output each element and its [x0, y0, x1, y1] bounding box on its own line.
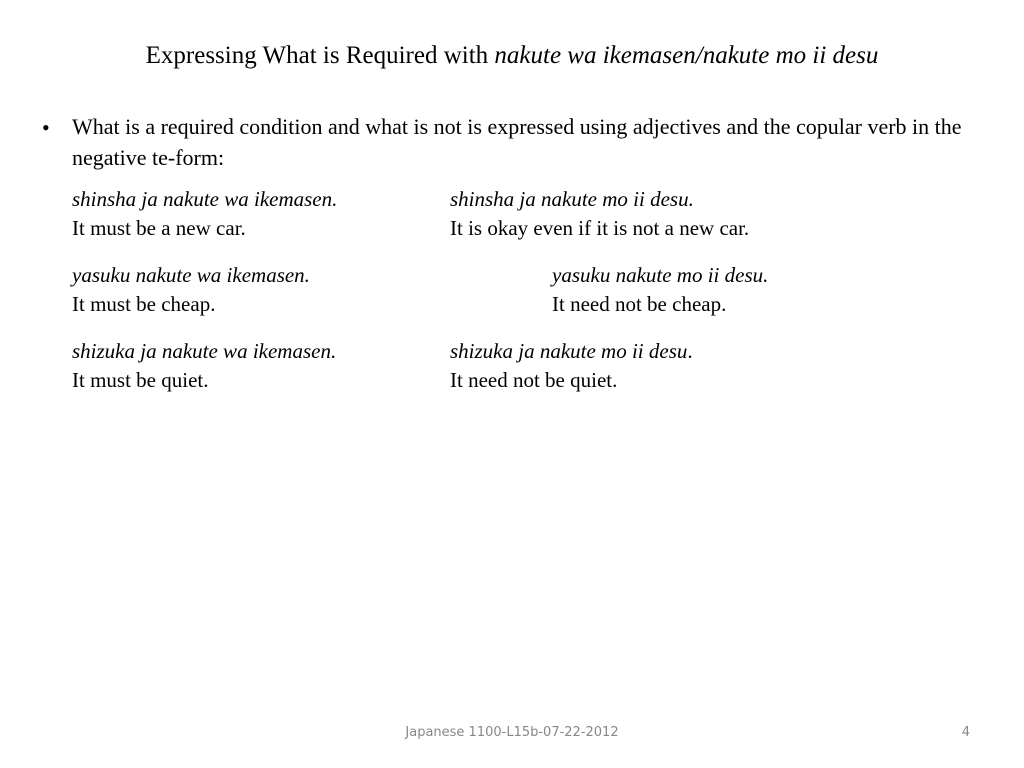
example-1-right [450, 185, 749, 243]
example-en: It must be cheap. [72, 292, 216, 316]
bullet-marker: • [42, 115, 50, 140]
example-jp-line [450, 337, 693, 366]
example-en: It must be quiet. [72, 368, 209, 392]
example-3-left [72, 337, 336, 395]
example-en: It need not be quiet. [450, 368, 618, 392]
slide-title [0, 40, 1024, 72]
example-jp: yasuku nakute wa ikemasen. [72, 263, 310, 287]
example-1-left [72, 185, 337, 243]
footer-text: Japanese 1100-L15b-07-22-2012 [405, 725, 619, 740]
example-jp: shinsha ja nakute wa ikemasen. [72, 187, 338, 211]
page-number: 4 [961, 725, 970, 740]
example-en: It must be a new car. [72, 216, 246, 240]
example-jp: shizuka ja nakute wa ikemasen. [72, 339, 337, 363]
example-3-right [450, 337, 693, 395]
example-en: It is okay even if it is not a new car. [450, 216, 750, 240]
example-2-right [552, 261, 768, 319]
example-en: It need not be cheap. [552, 292, 727, 316]
example-2-left [72, 261, 310, 319]
bullet-text: What is a required condition and what is not is expressed using adjectives and the copular verb in the negative te-form: [72, 114, 962, 170]
example-jp-period: . [687, 339, 693, 363]
title-italic: nakute wa ikemasen/nakute mo ii desu [494, 42, 879, 69]
title-plain: Expressing What is Required with [145, 42, 495, 69]
example-jp: shizuka ja nakute mo ii desu [450, 339, 688, 363]
example-jp: yasuku nakute mo ii desu. [552, 263, 769, 287]
example-jp: shinsha ja nakute mo ii desu. [450, 187, 694, 211]
